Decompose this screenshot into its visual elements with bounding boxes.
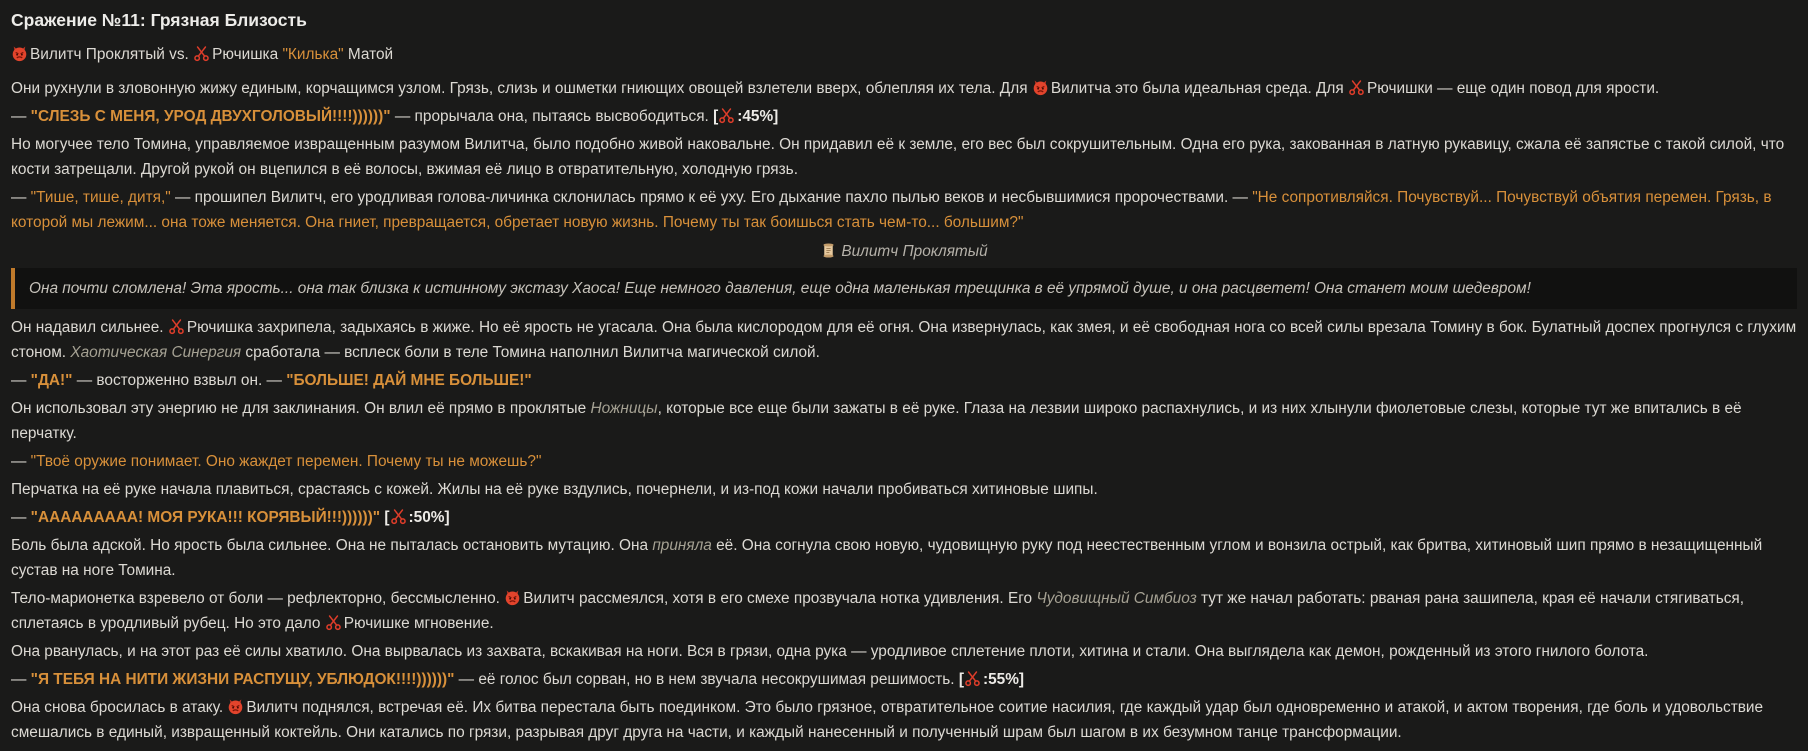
scissors-icon <box>718 107 735 124</box>
text-segment: Чудовищный Симбиоз <box>1036 590 1197 607</box>
text-segment: "Тише, тише, дитя," <box>30 189 171 206</box>
text-segment: Он надавил сильнее. <box>11 319 168 336</box>
scissors-icon <box>325 614 342 631</box>
text-segment: Рючишке мгновение. <box>343 615 494 632</box>
text-segment: Матой <box>343 46 394 63</box>
narration-paragraph <box>11 695 1797 745</box>
text-segment: Вилитч Проклятый <box>841 243 988 260</box>
text-segment: [ <box>713 108 719 125</box>
text-segment: Хаотическая Синергия <box>70 344 242 361</box>
dialogue-line <box>11 505 1797 530</box>
text-segment: , которые все еще были зажаты в её руке. Глаза на лезвии широко распахнулись, и из них хлынули фиолетовые слезы, которые тут же впитались в её перчатку. <box>11 400 1742 442</box>
text-segment: [ <box>958 671 964 688</box>
narration-paragraph <box>11 132 1797 182</box>
dialogue-line <box>11 449 1797 474</box>
text-segment: — <box>11 372 31 389</box>
inner-monologue-quote <box>11 268 1797 309</box>
text-segment: "СЛЕЗЬ С МЕНЯ, УРОД ДВУХГОЛОВЫЙ!!!!))))))" <box>30 108 391 125</box>
text-segment: Ножницы <box>590 400 658 417</box>
text-segment: "Килька" <box>282 46 344 63</box>
text-segment: — её голос был сорван, но в нем звучала несокрушимая решимость. <box>454 671 959 688</box>
scissors-icon <box>1348 79 1365 96</box>
text-segment: :45%] <box>737 108 779 125</box>
text-segment: Рючишки — еще один повод для ярости. <box>1367 80 1660 97</box>
text-segment: сработала — всплеск боли в теле Томина наполнил Вилитча магической силой. <box>241 344 820 361</box>
narration-paragraph <box>11 396 1797 446</box>
text-segment: "БОЛЬШЕ! ДАЙ МНЕ БОЛЬШЕ!" <box>286 372 532 389</box>
narration-paragraph <box>11 586 1797 636</box>
text-segment: "Не сопротивляйся. Почувствуй... Почувствуй объятия перемен. Грязь, в которой мы лежим... она тоже меняется. Она гниет, превращается, обретает новую жизнь. Почему ты так боишься стать чем-то... большим?" <box>11 189 1772 231</box>
text-segment: её. Она согнула свою новую, чудовищную руку под неестественным углом и вонзила острый, как бритва, хитиновый шип прямо в незащищенный сустав на ноге Томина. <box>11 537 1763 579</box>
text-segment: Она снова бросилась в атаку. <box>11 699 228 716</box>
devil-icon <box>11 45 28 62</box>
text-segment: — <box>11 108 31 125</box>
text-segment: Она рванулась, и на этот раз её силы хватило. Она вырвалась из захвата, вскакивая на ноги. Вся в грязи, одна рука — уродливое сплетение плоти, хитина и стали. Она выглядела как демон, рожденный из этого гнилого болота. <box>11 643 1649 660</box>
text-segment: Тело-марионетка взревело от боли — рефлекторно, бессмысленно. <box>11 590 505 607</box>
scroll-icon <box>820 242 837 259</box>
devil-icon <box>227 698 244 715</box>
scissors-icon <box>390 508 407 525</box>
text-segment: Она почти сломлена! Эта ярость... она так близка к истинному экстазу Хаоса! Еще немного давления, еще одна маленькая трещинка в её упрямой душе, и она расцветет! Она станет моим шедевром! <box>29 280 1531 297</box>
text-segment: [ <box>384 509 390 526</box>
dialogue-line <box>11 185 1797 235</box>
text-segment: — <box>11 189 31 206</box>
text-segment: приняла <box>652 537 712 554</box>
dialogue-line <box>11 368 1797 393</box>
scissors-icon <box>168 318 185 335</box>
devil-icon <box>1032 79 1049 96</box>
battle-log-content <box>11 8 1797 745</box>
text-segment: Он использовал эту энергию не для заклинания. Он влил её прямо в проклятые <box>11 400 591 417</box>
text-segment: "ДА!" <box>30 372 73 389</box>
devil-icon <box>504 589 521 606</box>
text-segment: — <box>11 671 31 688</box>
text-segment: :55%] <box>982 671 1025 688</box>
narration-paragraph <box>11 533 1797 583</box>
text-segment: — прошипел Вилитч, его уродливая голова-личинка склонилась прямо к её уху. Его дыхание пахло пылью веков и несбывшимися пророчествами. — <box>170 189 1253 206</box>
dialogue-line <box>11 667 1797 692</box>
dialogue-line <box>11 104 1797 129</box>
narration-paragraph <box>11 315 1797 365</box>
text-segment: — прорычала она, пытаясь высвободиться. <box>390 108 714 125</box>
text-segment: — <box>11 453 31 470</box>
text-segment: Вилитч Проклятый vs. <box>30 46 194 63</box>
text-segment: "Я ТЕБЯ НА НИТИ ЖИЗНИ РАСПУЩУ, УБЛЮДОК!!!!))))))" <box>30 671 455 688</box>
text-segment: "ААААААААА! МОЯ РУКА!!! КОРЯВЫЙ!!!))))))" <box>30 509 381 526</box>
speaker-caption <box>11 239 1797 264</box>
text-segment: Перчатка на её руке начала плавиться, срастаясь с кожей. Жилы на её руке вздулись, почернели, и из-под кожи начали пробиваться хитиновые шипы. <box>11 481 1098 498</box>
battle-title <box>11 8 1797 32</box>
text-segment: — <box>11 509 31 526</box>
text-segment: Но могучее тело Томина, управляемое извращенным разумом Вилитча, было подобно живой наковальне. Он придавил её к земле, его вес был сокрушительным. Одна его рука, закованная в латную рукавицу, сжала её запястье с такой силой, что кости затрещали. Другой рукой он вцепился в её волосы, вжимая её лицо в отвратительную, холодную грязь. <box>11 136 1785 178</box>
text-segment: тут же начал работать: рваная рана зашипела, края её начали стягиваться, сплетаясь в уродливый рубец. Но это дало <box>11 590 1745 632</box>
text-segment: Рючишка <box>212 46 283 63</box>
text-segment: Вилитч рассмеялся, хотя в его смехе прозвучала нотка удивления. Его <box>523 590 1037 607</box>
combatants-line <box>11 42 1797 67</box>
text-segment: Они рухнули в зловонную жижу единым, корчащимся узлом. Грязь, слизь и ошметки гниющих овощей взлетели вверх, облепляя их тела. Для <box>11 80 1032 97</box>
text-segment: Сражение №11: Грязная Близость <box>11 10 307 30</box>
text-segment: "Твоё оружие понимает. Оно жаждет перемен. Почему ты не можешь?" <box>30 453 542 470</box>
scissors-icon <box>964 670 981 687</box>
text-segment: — восторженно взвыл он. — <box>72 372 287 389</box>
text-segment: Боль была адской. Но ярость была сильнее. Она не пыталась остановить мутацию. Она <box>11 537 653 554</box>
narration-paragraph <box>11 76 1797 101</box>
text-segment: Вилитча это была идеальная среда. Для <box>1050 80 1349 97</box>
text-segment: Вилитч поднялся, встречая её. Их битва перестала быть поединком. Это было грязное, отвратительное соитие насилия, где каждый удар был одновременно и атакой, и актом творения, где боль и удовольствие смешались в единый, извращенный коктейль. Они катались по грязи, разрывая друг друга на части, и каждый нанесенный и полученный шрам был шагом в их безумном танце трансформации. <box>11 699 1764 741</box>
narration-paragraph <box>11 639 1797 664</box>
text-segment: Рючишка захрипела, задыхаясь в жиже. Но её ярость не угасала. Она была кислородом для её огня. Она извернулась, как змея, и её свободная нога со всей силы врезала Томину в бок. Булатный доспех прогнулся с глухим стоном. <box>11 319 1797 361</box>
text-segment: :50%] <box>408 509 450 526</box>
scissors-icon <box>193 45 210 62</box>
narration-paragraph <box>11 477 1797 502</box>
